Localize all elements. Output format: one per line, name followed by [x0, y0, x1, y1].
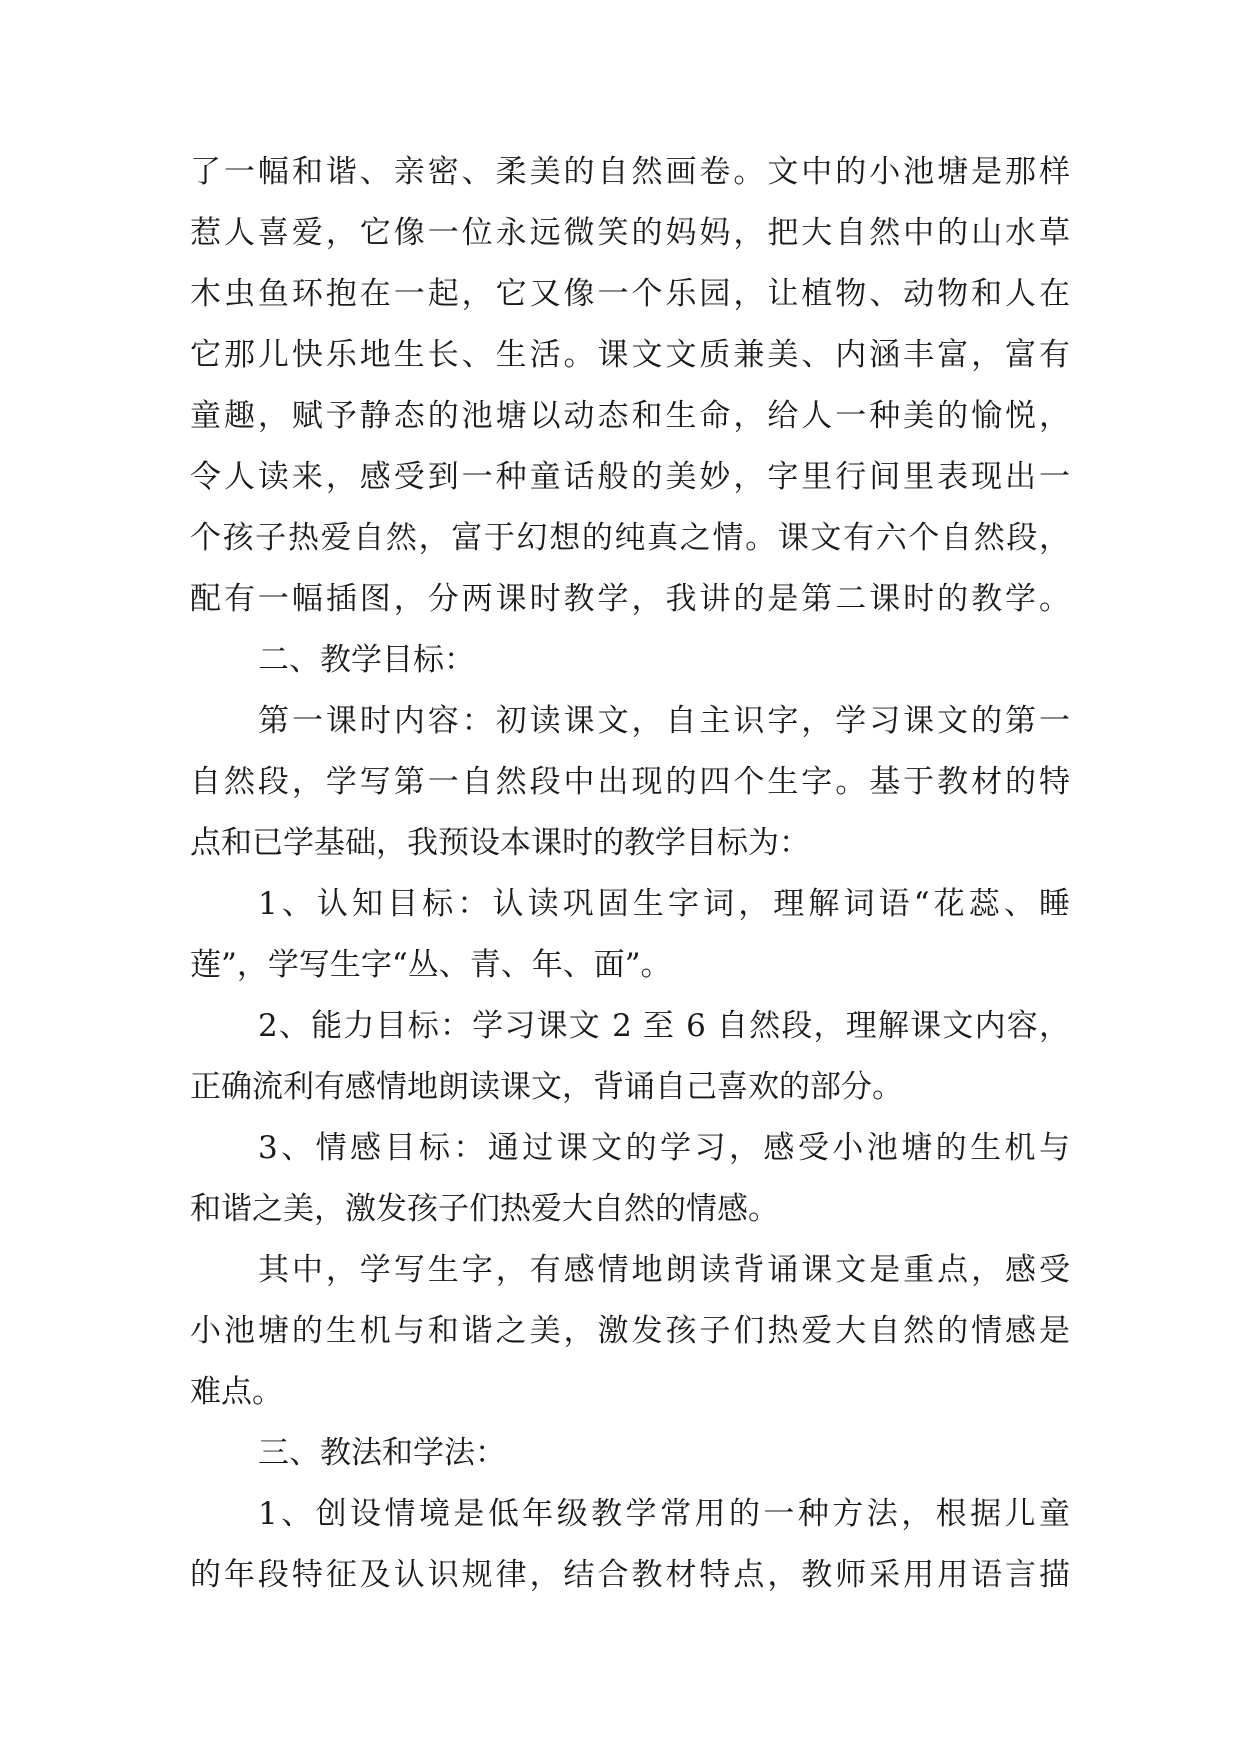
text-line: 令人读来，感受到一种童话般的美妙，字里行间里表现出一: [190, 459, 1070, 495]
text-line: 难点。: [190, 1374, 283, 1410]
text-line: 第一课时内容：初读课文，自主识字，学习课文的第一: [258, 703, 1070, 739]
text-line: 自然段，学写第一自然段中出现的四个生字。基于教材的特: [190, 764, 1070, 800]
text-line: 正确流利有感情地朗读课文，背诵自己喜欢的部分。: [190, 1069, 903, 1105]
text-line: 莲”，学写生字“丛、青、年、面”。: [190, 947, 672, 983]
text-line: 小池塘的生机与和谐之美，激发孩子们热爱大自然的情感是: [190, 1313, 1070, 1349]
text-line: 的年段特征及认识规律，结合教材特点，教师采用用语言描: [190, 1557, 1070, 1593]
text-line: 其中，学写生字，有感情地朗读背诵课文是重点，感受: [258, 1252, 1070, 1288]
text-line: 3、情感目标：通过课文的学习，感受小池塘的生机与: [258, 1130, 1070, 1166]
text-line: 了一幅和谐、亲密、柔美的自然画卷。文中的小池塘是那样: [190, 154, 1070, 190]
text-line: 童趣，赋予静态的池塘以动态和生命，给人一种美的愉悦，: [190, 398, 1070, 434]
section-heading: 三、教法和学法：: [258, 1435, 506, 1471]
text-line: 1、认知目标：认读巩固生字词，理解词语“花蕊、睡: [258, 886, 1070, 922]
text-line: 它那儿快乐地生长、生活。课文文质兼美、内涵丰富，富有: [190, 337, 1070, 373]
text-line: 和谐之美，激发孩子们热爱大自然的情感。: [190, 1191, 779, 1227]
text-line: 1、创设情境是低年级教学常用的一种方法，根据儿童: [258, 1496, 1070, 1532]
section-heading: 二、教学目标：: [258, 642, 475, 678]
text-line: 个孩子热爱自然，富于幻想的纯真之情。课文有六个自然段，: [190, 520, 1070, 556]
text-line: 点和已学基础，我预设本课时的教学目标为：: [190, 825, 810, 861]
text-line: 配有一幅插图，分两课时教学，我讲的是第二课时的教学。: [190, 581, 1070, 617]
text-line: 惹人喜爱，它像一位永远微笑的妈妈，把大自然中的山水草: [190, 215, 1070, 251]
text-line: 木虫鱼环抱在一起，它又像一个乐园，让植物、动物和人在: [190, 276, 1070, 312]
text-line: 2、能力目标：学习课文 2 至 6 自然段，理解课文内容，: [258, 1008, 1070, 1044]
